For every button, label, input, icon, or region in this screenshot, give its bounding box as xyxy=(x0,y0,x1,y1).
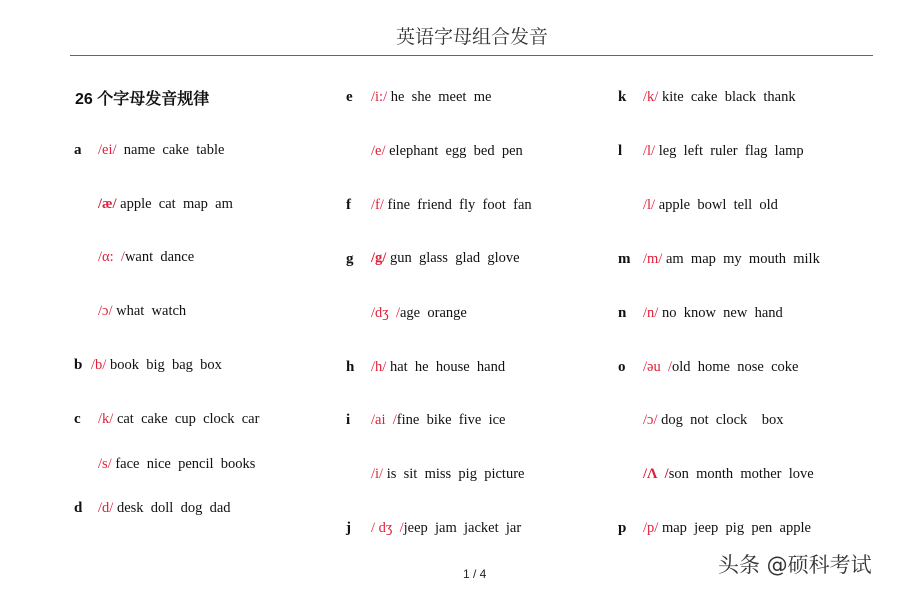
phonetic-symbol: /m/ xyxy=(643,251,663,267)
phonetic-symbol: /l/ xyxy=(643,197,656,213)
pronunciation-row xyxy=(643,88,796,106)
pronunciation-row xyxy=(643,142,804,160)
example-words: map jeep pig pen apple xyxy=(658,520,811,536)
pronunciation-row xyxy=(98,410,259,428)
example-words: cat cake cup clock car xyxy=(113,411,260,427)
pronunciation-row xyxy=(371,142,523,160)
title-divider xyxy=(70,55,873,56)
pronunciation-row xyxy=(91,356,222,374)
example-words: desk doll dog dad xyxy=(113,500,231,516)
pronunciation-row xyxy=(643,519,811,537)
example-words: old home nose coke xyxy=(672,359,799,375)
example-words: no know new hand xyxy=(658,305,783,321)
example-words: age orange xyxy=(400,305,467,321)
phonetic-symbol: /k/ xyxy=(643,89,659,105)
letter-label: f xyxy=(346,197,351,213)
pronunciation-row xyxy=(643,250,820,268)
letter-label: c xyxy=(74,411,81,427)
phonetic-symbol: /s/ xyxy=(98,456,112,472)
phonetic-symbol: /æ/ xyxy=(98,196,117,212)
example-words: name cake table xyxy=(116,142,225,158)
example-words: apple cat map am xyxy=(116,196,233,212)
pronunciation-row xyxy=(371,519,521,537)
letter-label: a xyxy=(74,142,82,158)
example-words: book big bag box xyxy=(106,357,222,373)
phonetic-symbol: /f/ xyxy=(371,197,384,213)
pronunciation-row xyxy=(643,304,783,322)
letter-label: p xyxy=(618,520,627,536)
pronunciation-row xyxy=(371,249,520,267)
letter-label: m xyxy=(618,251,631,267)
phonetic-symbol: /əu / xyxy=(643,359,672,375)
letter-label: g xyxy=(346,251,354,267)
letter-label: l xyxy=(618,143,623,159)
pronunciation-row xyxy=(98,302,186,320)
example-words: am map my mouth milk xyxy=(662,251,820,267)
pronunciation-row xyxy=(371,411,505,429)
pronunciation-row xyxy=(371,358,505,376)
pronunciation-row xyxy=(371,196,532,214)
example-words: fine friend fly foot fan xyxy=(383,197,532,213)
phonetic-symbol: /n/ xyxy=(643,305,659,321)
pronunciation-row xyxy=(643,411,784,429)
pronunciation-row xyxy=(643,196,778,214)
example-words: apple bowl tell old xyxy=(655,197,778,213)
letter-label: e xyxy=(346,89,353,105)
example-words: elephant egg bed pen xyxy=(385,143,523,159)
pronunciation-row xyxy=(98,499,231,517)
section-title: 26 个字母发音规律 xyxy=(75,91,210,108)
phonetic-symbol: /ai / xyxy=(371,412,397,428)
letter-label: h xyxy=(346,359,355,375)
letter-label: i xyxy=(346,412,351,428)
letter-label: k xyxy=(618,89,627,105)
pronunciation-row xyxy=(98,141,224,159)
example-words: face nice pencil books xyxy=(111,456,256,472)
example-words: want dance xyxy=(124,249,195,265)
example-words: hat he house hand xyxy=(386,359,506,375)
example-words: he she meet me xyxy=(387,89,492,105)
phonetic-symbol: /ɔ/ xyxy=(98,303,113,319)
pronunciation-row xyxy=(98,248,194,266)
phonetic-symbol: /i:/ xyxy=(371,89,388,105)
phonetic-symbol: /dʒ / xyxy=(371,305,400,321)
page-indicator: 1 / 4 xyxy=(463,567,487,581)
pronunciation-row xyxy=(371,465,524,483)
phonetic-symbol: / dʒ / xyxy=(371,520,404,536)
phonetic-symbol: /ei/ xyxy=(98,142,117,158)
example-words: gun glass glad glove xyxy=(386,250,520,266)
phonetic-symbol: /l/ xyxy=(643,143,656,159)
phonetic-symbol: /d/ xyxy=(98,500,114,516)
phonetic-symbol: /h/ xyxy=(371,359,387,375)
letter-label: j xyxy=(346,520,351,536)
pronunciation-row xyxy=(98,455,255,473)
phonetic-symbol: /g/ xyxy=(371,250,387,266)
pronunciation-row xyxy=(643,358,798,376)
phonetic-symbol: /Λ / xyxy=(643,466,669,482)
letter-label: o xyxy=(618,359,626,375)
letter-label: n xyxy=(618,305,627,321)
phonetic-symbol: /ɔ/ xyxy=(643,412,658,428)
letter-label: b xyxy=(74,357,83,373)
phonetic-symbol: /k/ xyxy=(98,411,114,427)
example-words: dog not clock box xyxy=(657,412,784,428)
phonetic-symbol: /i/ xyxy=(371,466,384,482)
example-words: what watch xyxy=(112,303,187,319)
phonetic-symbol: /α: / xyxy=(98,249,125,265)
example-words: son month mother love xyxy=(668,466,814,482)
example-words: jeep jam jacket jar xyxy=(403,520,522,536)
example-words: kite cake black thank xyxy=(658,89,796,105)
letter-label: d xyxy=(74,500,83,516)
pronunciation-row xyxy=(643,465,814,483)
pronunciation-row xyxy=(371,304,467,322)
pronunciation-row xyxy=(98,195,233,213)
phonetic-symbol: /b/ xyxy=(91,357,107,373)
pronunciation-row xyxy=(371,88,491,106)
example-words: fine bike five ice xyxy=(396,412,506,428)
example-words: leg left ruler flag lamp xyxy=(655,143,804,159)
phonetic-symbol: /e/ xyxy=(371,143,386,159)
watermark: 头条 @硕科考试 xyxy=(718,553,872,577)
document-title: 英语字母组合发音 xyxy=(395,26,548,48)
example-words: is sit miss pig picture xyxy=(383,466,525,482)
phonetic-symbol: /p/ xyxy=(643,520,659,536)
